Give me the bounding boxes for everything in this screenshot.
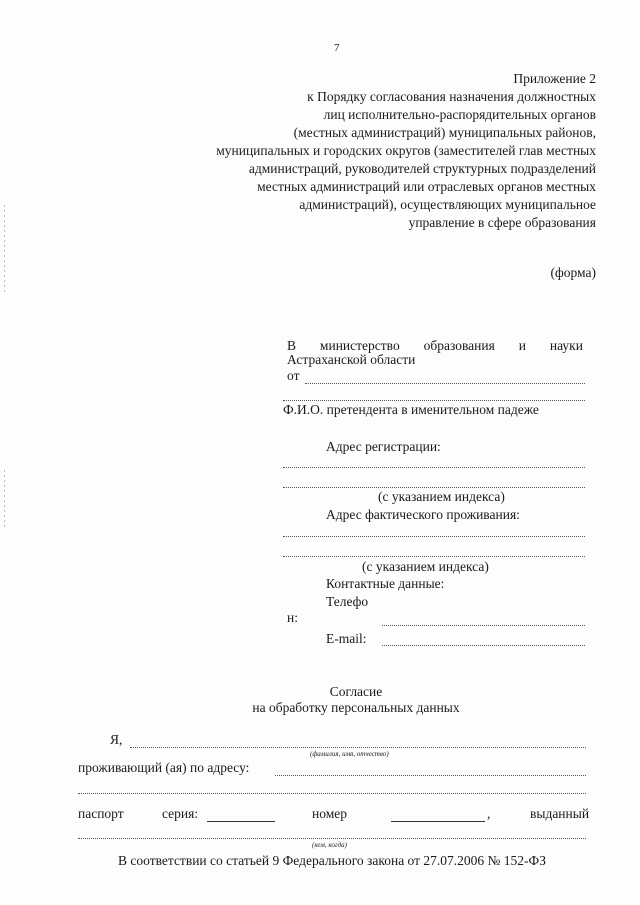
addressee-word: и [518,338,526,353]
phone-label: Телефо [326,594,369,609]
page-number: 7 [334,42,340,54]
from-field[interactable] [305,383,585,384]
appendix-line: местных администраций или отраслевых органов местных [257,179,596,194]
appendix-title: Приложение 2 [513,71,596,86]
appendix-line: (местных администраций) муниципальных районов, [293,125,596,140]
from-label: от [287,368,300,383]
actual-address-field-2[interactable] [283,556,585,557]
scan-margin-mark [4,205,5,295]
number-field[interactable] [391,821,485,822]
consent-fio-field[interactable] [130,747,586,748]
appendix-line: муниципальных и городских округов (заместителей глав местных [216,143,596,158]
actual-address-label: Адрес фактического проживания: [326,507,520,522]
passport-label: паспорт [78,806,124,821]
index-note: (с указанием индекса) [362,559,489,574]
index-note: (с указанием индекса) [378,489,505,504]
fio-hint: (фамилия, имя, отчество) [310,750,389,758]
contacts-label: Контактные данные: [326,576,445,591]
issued-label: выданный [530,806,590,821]
addressee-word: министерство [319,338,400,353]
residing-label: проживающий (ая) по адресу: [78,760,250,775]
addressee-word: науки [549,338,583,353]
number-label: номер [312,806,348,821]
consent-address-field[interactable] [275,775,586,776]
consent-subtitle: на обработку персональных данных [252,700,460,715]
phone-field[interactable] [382,625,585,626]
consent-address-field-2[interactable] [78,793,586,794]
addressee-word: В [287,338,297,353]
addressee-word: образования [423,338,495,353]
fio-caption: Ф.И.О. претендента в именительном падеже [283,402,539,417]
i-label: Я, [110,732,123,747]
consent-title: Согласие [329,684,383,699]
appendix-line: администраций), осуществляющих муниципальное [299,197,596,212]
issued-by-field[interactable] [78,838,586,839]
email-label: E-mail: [326,631,367,646]
reg-address-field-1[interactable] [283,467,585,468]
reg-address-label: Адрес регистрации: [326,439,441,454]
series-field[interactable] [207,821,275,822]
law-text: В соответствии со статьей 9 Федерального закона от 27.07.2006 № 152-ФЗ [118,853,546,868]
addressee-line-2: Астраханской области [287,352,416,367]
appendix-line: управление в сфере образования [408,215,596,230]
issued-hint: (кем, когда) [312,841,347,849]
form-label: (форма) [550,265,596,280]
appendix-line: к Порядку согласования назначения должностных [307,89,596,104]
series-label: серия: [162,806,199,821]
email-field[interactable] [382,645,585,646]
appendix-line: лиц исполнительно-распорядительных органов [323,107,596,122]
phone-label-suffix: н: [287,610,298,625]
comma: , [487,806,491,821]
actual-address-field-1[interactable] [283,536,585,537]
appendix-line: администраций, руководителей структурных подразделений [248,161,596,176]
scan-margin-mark [4,470,5,530]
